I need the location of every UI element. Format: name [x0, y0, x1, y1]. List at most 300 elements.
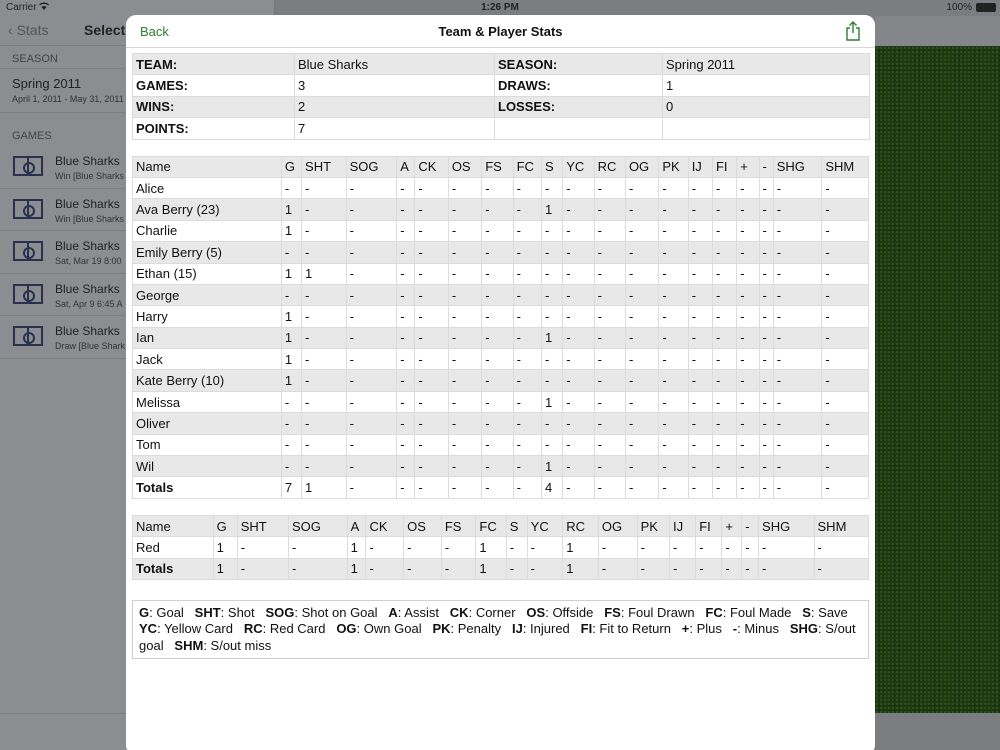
stat-cell: -: [448, 284, 481, 305]
stat-cell: -: [625, 284, 658, 305]
stat-cell: -: [541, 177, 562, 198]
stat-cell: -: [415, 391, 448, 412]
legend-text: Shot on Goal: [301, 604, 378, 620]
stat-cell: -: [712, 263, 736, 284]
stat-cell: -: [541, 263, 562, 284]
total-cell: -: [773, 477, 822, 498]
stat-cell: -: [482, 370, 513, 391]
team-summary-row: [133, 96, 870, 117]
stat-cell: -: [541, 284, 562, 305]
stat-cell: -: [302, 434, 347, 455]
stat-cell: -: [594, 306, 625, 327]
stat-cell: -: [482, 199, 513, 220]
stat-cell: -: [759, 306, 773, 327]
player-row: [133, 370, 869, 391]
stats-legend: [132, 600, 869, 660]
stat-cell: -: [625, 391, 658, 412]
opponent-stats-header-row: [133, 515, 869, 536]
stat-cell: -: [563, 220, 594, 241]
stat-cell: -: [563, 456, 594, 477]
stat-cell: -: [513, 177, 541, 198]
stat-cell: -: [712, 177, 736, 198]
stats-content: [132, 53, 869, 659]
game-subtitle: Win [Blue Sharks: [55, 213, 125, 224]
legend-text: Red Card: [269, 621, 326, 637]
stat-cell: -: [737, 349, 759, 370]
team-summary-row: [133, 75, 870, 96]
stat-cell: -: [737, 284, 759, 305]
stat-cell: -: [688, 413, 712, 434]
stat-cell: -: [773, 242, 822, 263]
stat-cell: -: [688, 220, 712, 241]
total-cell: -: [506, 558, 527, 579]
legend-text: Foul Made: [729, 604, 792, 620]
stat-cell: -: [513, 306, 541, 327]
stat-cell: -: [773, 220, 822, 241]
player-name: Harry: [133, 306, 282, 327]
player-name: Emily Berry (5): [133, 242, 282, 263]
stat-cell: -: [563, 349, 594, 370]
stat-cell: -: [759, 242, 773, 263]
legend-text: Own Goal: [363, 621, 422, 637]
stat-cell: -: [773, 370, 822, 391]
summary-value: [663, 118, 870, 139]
column-header: FI: [712, 156, 736, 177]
total-cell: -: [288, 558, 347, 579]
stat-cell: -: [822, 284, 869, 305]
stat-cell: 1: [347, 537, 366, 558]
column-header: +: [737, 156, 759, 177]
stat-cell: -: [759, 284, 773, 305]
column-header: A: [347, 515, 366, 536]
stat-cell: -: [397, 391, 415, 412]
stat-cell: -: [659, 177, 688, 198]
legend-text: Shot: [227, 604, 255, 620]
column-header: FC: [476, 515, 506, 536]
stat-cell: -: [688, 370, 712, 391]
stat-cell: -: [625, 220, 658, 241]
legend-abbr: S: [802, 604, 811, 620]
legend-item: CK: Corner: [449, 604, 516, 620]
legend-item: OS: Offside: [526, 604, 594, 620]
legend-item: SOG: Shot on Goal: [265, 604, 378, 620]
stat-cell: -: [448, 413, 481, 434]
legend-item: -: Minus: [732, 621, 780, 637]
column-header: SHM: [814, 515, 868, 536]
stat-cell: -: [737, 263, 759, 284]
stat-cell: -: [346, 242, 397, 263]
stat-cell: -: [712, 327, 736, 348]
stat-cell: -: [594, 391, 625, 412]
stat-cell: -: [696, 537, 722, 558]
stat-cell: -: [302, 413, 347, 434]
stat-cell: -: [513, 284, 541, 305]
summary-label: TEAM:: [133, 54, 295, 75]
legend-item: PK: Penalty: [432, 621, 502, 637]
player-row: [133, 391, 869, 412]
total-cell: -: [366, 558, 404, 579]
stat-cell: -: [482, 306, 513, 327]
stat-cell: -: [482, 242, 513, 263]
legend-abbr: FC: [705, 604, 723, 620]
stat-cell: -: [625, 456, 658, 477]
stat-cell: -: [448, 199, 481, 220]
total-cell: 7: [281, 477, 301, 498]
column-header: +: [722, 515, 742, 536]
stat-cell: -: [302, 177, 347, 198]
stat-cell: -: [688, 242, 712, 263]
stat-cell: -: [737, 370, 759, 391]
stat-cell: -: [594, 327, 625, 348]
stat-cell: 1: [213, 537, 237, 558]
total-cell: -: [594, 477, 625, 498]
stat-cell: -: [397, 242, 415, 263]
total-cell: -: [346, 477, 397, 498]
opponent-stats-table: [132, 515, 869, 580]
total-cell: 4: [541, 477, 562, 498]
total-cell: -: [404, 558, 442, 579]
stat-cell: 1: [541, 199, 562, 220]
legend-abbr: IJ: [511, 621, 523, 637]
player-name: Red: [133, 537, 214, 558]
total-cell: -: [598, 558, 637, 579]
column-header: FS: [482, 156, 513, 177]
stat-cell: -: [541, 242, 562, 263]
stat-cell: -: [659, 413, 688, 434]
stat-cell: -: [288, 537, 347, 558]
status-bar: [0, 0, 1000, 16]
legend-abbr: YC: [139, 621, 158, 637]
stat-cell: -: [482, 456, 513, 477]
stat-cell: -: [397, 349, 415, 370]
stat-cell: -: [563, 199, 594, 220]
legend-text: Foul Drawn: [628, 604, 695, 620]
stat-cell: -: [448, 370, 481, 391]
back-button[interactable]: Back: [140, 24, 169, 39]
stats-modal: [126, 15, 875, 750]
stat-cell: -: [513, 242, 541, 263]
player-row: [133, 306, 869, 327]
stat-cell: -: [625, 199, 658, 220]
player-row: [133, 284, 869, 305]
legend-item: +: Plus: [681, 621, 722, 637]
summary-label: WINS:: [133, 96, 295, 117]
stat-cell: -: [397, 220, 415, 241]
column-header: S: [541, 156, 562, 177]
stat-cell: -: [822, 242, 869, 263]
stat-cell: -: [302, 284, 347, 305]
player-name: Alice: [133, 177, 282, 198]
stat-cell: 1: [563, 537, 599, 558]
legend-item: OG: Own Goal: [336, 621, 422, 637]
summary-label: DRAWS:: [495, 75, 663, 96]
stat-cell: -: [625, 370, 658, 391]
stat-cell: -: [712, 456, 736, 477]
stat-cell: -: [302, 391, 347, 412]
stat-cell: -: [625, 263, 658, 284]
stat-cell: -: [759, 220, 773, 241]
modal-nav-bar: [126, 15, 875, 48]
stat-cell: -: [637, 537, 669, 558]
stat-cell: -: [541, 370, 562, 391]
column-header: Name: [133, 515, 214, 536]
stat-cell: -: [594, 349, 625, 370]
stat-cell: -: [482, 413, 513, 434]
stat-cell: 1: [476, 537, 506, 558]
player-row: [133, 413, 869, 434]
legend-text: Fit to Return: [599, 621, 671, 637]
stat-cell: -: [712, 391, 736, 412]
total-cell: -: [563, 477, 594, 498]
total-cell: -: [814, 558, 868, 579]
stat-cell: -: [688, 434, 712, 455]
legend-text: S/out miss: [210, 637, 272, 653]
stat-cell: -: [482, 391, 513, 412]
stat-cell: -: [712, 284, 736, 305]
player-name: Melissa: [133, 391, 282, 412]
column-header: CK: [366, 515, 404, 536]
stat-cell: -: [594, 370, 625, 391]
stat-cell: -: [513, 434, 541, 455]
share-icon[interactable]: [845, 21, 861, 41]
stat-cell: -: [513, 199, 541, 220]
total-cell: -: [742, 558, 759, 579]
soccer-field-icon: [13, 156, 43, 176]
stat-cell: -: [759, 177, 773, 198]
stat-cell: -: [759, 391, 773, 412]
stat-cell: -: [281, 434, 301, 455]
stat-cell: -: [712, 199, 736, 220]
player-row: [133, 242, 869, 263]
total-cell: 1: [476, 558, 506, 579]
stat-cell: -: [302, 349, 347, 370]
column-header: FI: [696, 515, 722, 536]
stat-cell: -: [346, 199, 397, 220]
stat-cell: -: [541, 349, 562, 370]
stat-cell: -: [822, 456, 869, 477]
legend-abbr: +: [681, 621, 690, 637]
stat-cell: -: [397, 456, 415, 477]
legend-abbr: A: [388, 604, 398, 620]
stat-cell: -: [448, 263, 481, 284]
stat-cell: -: [281, 284, 301, 305]
column-header: S: [506, 515, 527, 536]
stat-cell: -: [397, 177, 415, 198]
legend-abbr: SHT: [194, 604, 221, 620]
summary-value: Blue Sharks: [295, 54, 495, 75]
legend-item: FS: Foul Drawn: [604, 604, 695, 620]
stat-cell: 1: [281, 327, 301, 348]
stat-cell: -: [346, 456, 397, 477]
player-name: Oliver: [133, 413, 282, 434]
column-header: Name: [133, 156, 282, 177]
player-row: [133, 199, 869, 220]
stat-cell: -: [415, 263, 448, 284]
legend-item: IJ: Injured: [511, 621, 570, 637]
stat-cell: 1: [541, 391, 562, 412]
stat-cell: -: [513, 220, 541, 241]
total-cell: -: [688, 477, 712, 498]
field-background: [875, 46, 1000, 713]
stat-cell: -: [448, 391, 481, 412]
stat-cell: -: [773, 199, 822, 220]
stat-cell: -: [237, 537, 288, 558]
stat-cell: -: [759, 349, 773, 370]
stat-cell: -: [759, 434, 773, 455]
stat-cell: -: [759, 327, 773, 348]
stat-cell: -: [737, 434, 759, 455]
stat-cell: -: [482, 434, 513, 455]
legend-item: SHG: S/out goal: [139, 621, 856, 653]
summary-label: LOSSES:: [495, 96, 663, 117]
legend-item: S: Save: [802, 604, 848, 620]
stat-cell: -: [346, 220, 397, 241]
stat-cell: -: [397, 263, 415, 284]
game-title: Blue Sharks: [55, 281, 120, 296]
legend-item: SHM: S/out miss: [174, 637, 272, 653]
stat-cell: -: [448, 349, 481, 370]
stat-cell: -: [415, 177, 448, 198]
stat-cell: -: [659, 434, 688, 455]
legend-text: Corner: [475, 604, 516, 620]
column-header: RC: [563, 515, 599, 536]
team-summary-table: [132, 53, 870, 140]
stat-cell: -: [415, 242, 448, 263]
column-header: SOG: [288, 515, 347, 536]
soccer-field-icon: [13, 241, 43, 261]
stat-cell: -: [563, 242, 594, 263]
stat-cell: -: [737, 456, 759, 477]
stat-cell: 1: [281, 370, 301, 391]
game-title: Blue Sharks: [55, 196, 120, 211]
total-cell: -: [513, 477, 541, 498]
stat-cell: -: [712, 370, 736, 391]
total-cell: -: [712, 477, 736, 498]
stat-cell: -: [563, 434, 594, 455]
total-cell: -: [637, 558, 669, 579]
total-cell: -: [759, 558, 814, 579]
total-cell: 1: [213, 558, 237, 579]
stat-cell: -: [712, 434, 736, 455]
stat-cell: -: [563, 306, 594, 327]
legend-abbr: SOG: [265, 604, 295, 620]
stat-cell: -: [563, 391, 594, 412]
game-subtitle: Sat, Mar 19 8:00: [55, 256, 122, 267]
summary-label: SEASON:: [495, 54, 663, 75]
summary-label: GAMES:: [133, 75, 295, 96]
game-subtitle: Win [Blue Sharks: [55, 171, 125, 181]
stat-cell: -: [302, 456, 347, 477]
stat-cell: -: [688, 199, 712, 220]
stat-cell: 1: [281, 349, 301, 370]
totals-row: [133, 477, 869, 498]
total-cell: -: [822, 477, 869, 498]
game-title: Blue Sharks: [55, 324, 120, 339]
stat-cell: -: [773, 434, 822, 455]
stat-cell: -: [594, 413, 625, 434]
stats-back-button[interactable]: [8, 22, 48, 38]
stat-cell: -: [712, 306, 736, 327]
total-cell: -: [759, 477, 773, 498]
stat-cell: -: [659, 391, 688, 412]
totals-label: Totals: [133, 477, 282, 498]
stat-cell: -: [712, 242, 736, 263]
stat-cell: -: [598, 537, 637, 558]
modal-title: Team & Player Stats: [438, 24, 563, 39]
total-cell: 1: [302, 477, 347, 498]
stat-cell: -: [737, 391, 759, 412]
stat-cell: -: [773, 349, 822, 370]
stat-cell: -: [688, 349, 712, 370]
legend-item: FC: Foul Made: [705, 604, 792, 620]
stats-back-label: Stats: [16, 22, 49, 38]
game-subtitle: Sat, Apr 9 6:45 A: [55, 298, 123, 309]
column-header: SOG: [346, 156, 397, 177]
stat-cell: -: [346, 327, 397, 348]
column-header: G: [281, 156, 301, 177]
stat-cell: -: [397, 306, 415, 327]
column-header: IJ: [670, 515, 696, 536]
legend-abbr: SHM: [174, 637, 204, 653]
stat-cell: -: [346, 306, 397, 327]
player-name: Ian: [133, 327, 282, 348]
stat-cell: -: [397, 413, 415, 434]
summary-label: [495, 118, 663, 139]
player-row: [133, 349, 869, 370]
stat-cell: -: [688, 177, 712, 198]
column-header: YC: [563, 156, 594, 177]
column-header: SHG: [759, 515, 814, 536]
column-header: IJ: [688, 156, 712, 177]
player-name: Ava Berry (23): [133, 199, 282, 220]
stat-cell: -: [822, 391, 869, 412]
stat-cell: -: [541, 306, 562, 327]
soccer-field-icon: [13, 199, 43, 219]
legend-abbr: CK: [449, 604, 469, 620]
stat-cell: -: [659, 370, 688, 391]
legend-text: Assist: [404, 604, 439, 620]
stat-cell: -: [625, 349, 658, 370]
column-header: A: [397, 156, 415, 177]
stat-cell: 1: [281, 199, 301, 220]
stat-cell: 1: [281, 220, 301, 241]
stat-cell: -: [302, 220, 347, 241]
stat-cell: -: [822, 220, 869, 241]
stat-cell: 1: [302, 263, 347, 284]
stat-cell: -: [594, 263, 625, 284]
stat-cell: -: [822, 413, 869, 434]
stat-cell: -: [563, 413, 594, 434]
stat-cell: -: [688, 391, 712, 412]
stat-cell: -: [346, 413, 397, 434]
summary-label: POINTS:: [133, 118, 295, 139]
stat-cell: -: [625, 413, 658, 434]
stat-cell: 1: [541, 327, 562, 348]
player-name: Tom: [133, 434, 282, 455]
master-title: Select: [84, 22, 126, 38]
player-name: Jack: [133, 349, 282, 370]
player-row: [133, 434, 869, 455]
column-header: OG: [625, 156, 658, 177]
totals-row: [133, 558, 869, 579]
stat-cell: -: [773, 327, 822, 348]
detail-nav-bar: [875, 16, 1000, 46]
stat-cell: -: [346, 263, 397, 284]
stat-cell: -: [822, 434, 869, 455]
stat-cell: -: [404, 537, 442, 558]
stat-cell: -: [625, 242, 658, 263]
player-row: [133, 263, 869, 284]
